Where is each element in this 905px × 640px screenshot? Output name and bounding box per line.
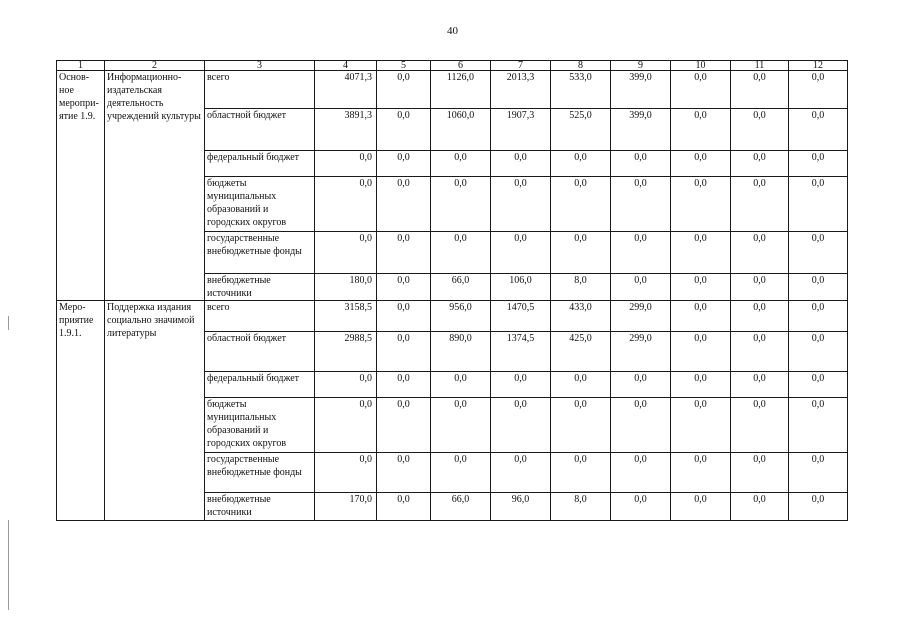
column-header: 6 — [431, 61, 491, 71]
amount-cell: 0,0 — [377, 274, 431, 301]
amount-cell: 0,0 — [671, 177, 731, 232]
amount-cell: 66,0 — [431, 493, 491, 521]
amount-cell: 0,0 — [731, 301, 789, 332]
amount-cell: 0,0 — [789, 301, 848, 332]
activity-name: Информационно-издательская деятельность учреждений культуры — [105, 71, 205, 301]
amount-cell: 4071,3 — [315, 71, 377, 109]
amount-cell: 0,0 — [789, 71, 848, 109]
amount-cell: 0,0 — [377, 372, 431, 398]
column-header: 5 — [377, 61, 431, 71]
header-row — [57, 61, 848, 71]
amount-cell: 0,0 — [671, 453, 731, 493]
amount-cell: 0,0 — [789, 332, 848, 372]
amount-cell: 1907,3 — [491, 109, 551, 151]
funding-source: государственные внебюджетные фонды — [205, 453, 315, 493]
table-row — [57, 301, 848, 332]
amount-cell: 0,0 — [377, 71, 431, 109]
amount-cell: 0,0 — [611, 177, 671, 232]
amount-cell: 0,0 — [491, 151, 551, 177]
scan-margin-mark — [8, 520, 9, 610]
amount-cell: 66,0 — [431, 274, 491, 301]
amount-cell: 0,0 — [731, 372, 789, 398]
amount-cell: 0,0 — [789, 151, 848, 177]
funding-source: всего — [205, 71, 315, 109]
funding-source: областной бюджет — [205, 332, 315, 372]
amount-cell: 433,0 — [551, 301, 611, 332]
amount-cell: 0,0 — [377, 177, 431, 232]
amount-cell: 0,0 — [315, 177, 377, 232]
amount-cell: 106,0 — [491, 274, 551, 301]
amount-cell: 425,0 — [551, 332, 611, 372]
amount-cell: 180,0 — [315, 274, 377, 301]
amount-cell: 0,0 — [671, 232, 731, 274]
column-header: 2 — [105, 61, 205, 71]
amount-cell: 533,0 — [551, 71, 611, 109]
amount-cell: 3158,5 — [315, 301, 377, 332]
amount-cell: 0,0 — [315, 232, 377, 274]
amount-cell: 0,0 — [491, 398, 551, 453]
scan-margin-mark — [8, 316, 9, 330]
amount-cell: 2988,5 — [315, 332, 377, 372]
amount-cell: 0,0 — [731, 109, 789, 151]
amount-cell: 0,0 — [315, 453, 377, 493]
funding-source: федеральный бюджет — [205, 151, 315, 177]
page-number: 40 — [447, 25, 458, 37]
amount-cell: 525,0 — [551, 109, 611, 151]
funding-source: государственные внебюджетные фонды — [205, 232, 315, 274]
amount-cell: 399,0 — [611, 71, 671, 109]
amount-cell: 0,0 — [491, 232, 551, 274]
column-header: 11 — [731, 61, 789, 71]
column-header: 10 — [671, 61, 731, 71]
funding-source: федеральный бюджет — [205, 372, 315, 398]
amount-cell: 0,0 — [315, 151, 377, 177]
amount-cell: 0,0 — [377, 332, 431, 372]
funding-source: областной бюджет — [205, 109, 315, 151]
amount-cell: 0,0 — [611, 151, 671, 177]
amount-cell: 399,0 — [611, 109, 671, 151]
column-header: 8 — [551, 61, 611, 71]
amount-cell: 0,0 — [671, 493, 731, 521]
funding-source: внебюджетные источники — [205, 274, 315, 301]
activity-code: Меро-приятие 1.9.1. — [57, 301, 105, 521]
amount-cell: 0,0 — [789, 274, 848, 301]
amount-cell: 0,0 — [491, 453, 551, 493]
amount-cell: 0,0 — [551, 151, 611, 177]
amount-cell: 0,0 — [377, 398, 431, 453]
amount-cell: 299,0 — [611, 332, 671, 372]
amount-cell: 0,0 — [551, 398, 611, 453]
amount-cell: 0,0 — [789, 177, 848, 232]
amount-cell: 0,0 — [431, 232, 491, 274]
amount-cell: 0,0 — [671, 372, 731, 398]
amount-cell: 0,0 — [731, 453, 789, 493]
amount-cell: 0,0 — [611, 493, 671, 521]
amount-cell: 0,0 — [551, 453, 611, 493]
amount-cell: 0,0 — [377, 151, 431, 177]
amount-cell: 0,0 — [377, 301, 431, 332]
amount-cell: 170,0 — [315, 493, 377, 521]
amount-cell: 0,0 — [789, 398, 848, 453]
amount-cell: 1060,0 — [431, 109, 491, 151]
amount-cell: 0,0 — [315, 398, 377, 453]
amount-cell: 8,0 — [551, 493, 611, 521]
amount-cell: 0,0 — [431, 453, 491, 493]
amount-cell: 0,0 — [789, 493, 848, 521]
amount-cell: 1374,5 — [491, 332, 551, 372]
amount-cell: 0,0 — [377, 232, 431, 274]
amount-cell: 0,0 — [491, 372, 551, 398]
amount-cell: 0,0 — [731, 398, 789, 453]
column-header: 4 — [315, 61, 377, 71]
amount-cell: 8,0 — [551, 274, 611, 301]
column-header: 1 — [57, 61, 105, 71]
amount-cell: 0,0 — [731, 151, 789, 177]
amount-cell: 0,0 — [731, 274, 789, 301]
amount-cell: 0,0 — [491, 177, 551, 232]
column-header: 9 — [611, 61, 671, 71]
amount-cell: 0,0 — [671, 332, 731, 372]
table-row — [57, 71, 848, 109]
budget-table — [56, 60, 848, 521]
amount-cell: 0,0 — [671, 398, 731, 453]
column-header: 7 — [491, 61, 551, 71]
amount-cell: 0,0 — [377, 453, 431, 493]
amount-cell: 0,0 — [731, 232, 789, 274]
funding-source: бюджеты муниципальных образований и городских округов — [205, 177, 315, 232]
funding-source: бюджеты муниципальных образований и городских округов — [205, 398, 315, 453]
amount-cell: 0,0 — [611, 274, 671, 301]
table-body — [57, 71, 848, 521]
amount-cell: 2013,3 — [491, 71, 551, 109]
amount-cell: 0,0 — [551, 372, 611, 398]
amount-cell: 0,0 — [431, 177, 491, 232]
amount-cell: 0,0 — [671, 109, 731, 151]
amount-cell: 0,0 — [431, 151, 491, 177]
amount-cell: 3891,3 — [315, 109, 377, 151]
amount-cell: 0,0 — [789, 372, 848, 398]
amount-cell: 956,0 — [431, 301, 491, 332]
funding-source: всего — [205, 301, 315, 332]
amount-cell: 0,0 — [731, 493, 789, 521]
amount-cell: 0,0 — [671, 71, 731, 109]
amount-cell: 0,0 — [671, 151, 731, 177]
amount-cell: 0,0 — [611, 453, 671, 493]
amount-cell: 1126,0 — [431, 71, 491, 109]
amount-cell: 299,0 — [611, 301, 671, 332]
amount-cell: 0,0 — [431, 372, 491, 398]
amount-cell: 890,0 — [431, 332, 491, 372]
funding-source: внебюджетные источники — [205, 493, 315, 521]
activity-name: Поддержка издания социально значимой литературы — [105, 301, 205, 521]
amount-cell: 0,0 — [611, 232, 671, 274]
amount-cell: 0,0 — [611, 372, 671, 398]
amount-cell: 0,0 — [611, 398, 671, 453]
amount-cell: 1470,5 — [491, 301, 551, 332]
amount-cell: 96,0 — [491, 493, 551, 521]
activity-code: Основ-ное меропри-ятие 1.9. — [57, 71, 105, 301]
column-header: 3 — [205, 61, 315, 71]
amount-cell: 0,0 — [789, 232, 848, 274]
amount-cell: 0,0 — [731, 177, 789, 232]
amount-cell: 0,0 — [731, 71, 789, 109]
amount-cell: 0,0 — [377, 493, 431, 521]
amount-cell: 0,0 — [551, 232, 611, 274]
amount-cell: 0,0 — [431, 398, 491, 453]
amount-cell: 0,0 — [551, 177, 611, 232]
amount-cell: 0,0 — [315, 372, 377, 398]
amount-cell: 0,0 — [789, 109, 848, 151]
amount-cell: 0,0 — [789, 453, 848, 493]
amount-cell: 0,0 — [671, 301, 731, 332]
amount-cell: 0,0 — [377, 109, 431, 151]
column-header: 12 — [789, 61, 848, 71]
amount-cell: 0,0 — [731, 332, 789, 372]
amount-cell: 0,0 — [671, 274, 731, 301]
